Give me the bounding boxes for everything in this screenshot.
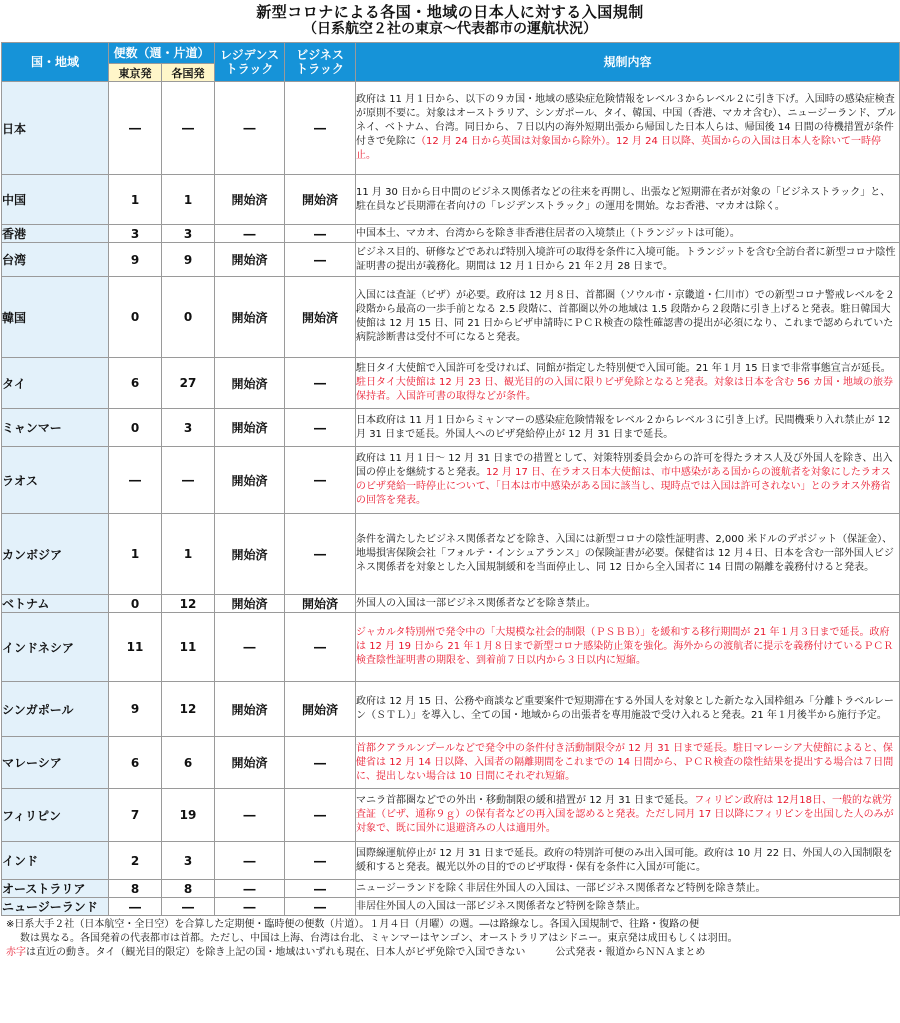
tokyo-cell: 7 (109, 789, 162, 842)
each-cell: ― (162, 898, 215, 916)
table-row (2, 595, 900, 613)
tokyo-cell: 1 (109, 175, 162, 225)
business-cell: ― (285, 880, 356, 898)
footnotes (0, 916, 896, 960)
residence-cell: 開始済 (215, 737, 285, 789)
source-credit: 公式発表・報道からＮＮＡまとめ (555, 947, 706, 958)
regulation-text: 政府は 12 月 15 日、公務や商談など重要案件で短期滞在する外国人を対象とした新たな入国枠組み「分離トラベルレーン（ＳＴＬ）」を導入し、全ての国・地域からの出張者を専用施設で受け入れると発表。21 年１月後半から施行予定。 (356, 696, 894, 721)
tokyo-cell: 11 (109, 613, 162, 682)
residence-cell: 開始済 (215, 175, 285, 225)
table-row (2, 358, 900, 409)
tokyo-cell: 0 (109, 277, 162, 358)
country-cell: インド (2, 842, 109, 880)
page-title: 新型コロナによる各国・地域の日本人に対する入国規制 (256, 3, 644, 21)
business-cell: ― (285, 842, 356, 880)
header-tokyo: 東京発 (109, 64, 162, 82)
regulation-text: ニュージーランドを除く非居住外国人の入国は、一部ビジネス関係者など特例を除き禁止。 (356, 882, 766, 894)
tokyo-cell: 9 (109, 682, 162, 737)
regulation-text: 入国には査証（ビザ）が必要。政府は 12 月８日、首都圏（ソウル市・京畿道・仁川市）での新型コロナ警戒レベルを２段階から最高の一歩手前となる 2.5 段階に、首都圏以外の地域は 1.5 段階から２段階に引き上げると発表。駐日韓国大使館は 12 月 15 日、同 21 日からビザ申請時にＰＣＲ検査の陰性確認書の提出が必須になり、これまで認められていた病院診断書は受付不可になると発表。 (356, 290, 895, 343)
table-row (2, 243, 900, 277)
table-row (2, 514, 900, 595)
business-cell: ― (285, 447, 356, 514)
footnote-line-1: ※日系大手２社（日本航空・全日空）を合算した定期便・臨時便の便数（片道）。１月４日（月曜）の週。―は路線なし。各国入国規制で、往路・復路の便 (6, 919, 700, 930)
country-cell: フィリピン (2, 789, 109, 842)
regulation-recent-update: （12 月 24 日から英国は対象国から除外）。12 月 24 日以降、英国からの入国は日本人を除いて一時停止。 (356, 136, 881, 161)
country-cell: ラオス (2, 447, 109, 514)
country-cell: インドネシア (2, 613, 109, 682)
residence-cell: 開始済 (215, 682, 285, 737)
tokyo-cell: ― (109, 82, 162, 175)
tokyo-cell: ― (109, 898, 162, 916)
country-cell: タイ (2, 358, 109, 409)
business-cell: ― (285, 409, 356, 447)
business-cell: ― (285, 737, 356, 789)
table-row (2, 447, 900, 514)
residence-cell: ― (215, 225, 285, 243)
regulation-text-cell (356, 82, 900, 175)
country-cell: 韓国 (2, 277, 109, 358)
business-cell: ― (285, 358, 356, 409)
residence-cell: 開始済 (215, 243, 285, 277)
regulation-text-cell (356, 447, 900, 514)
residence-cell: 開始済 (215, 595, 285, 613)
business-cell: 開始済 (285, 682, 356, 737)
table-row (2, 175, 900, 225)
tokyo-cell: 9 (109, 243, 162, 277)
table-row (2, 842, 900, 880)
tokyo-cell: 8 (109, 880, 162, 898)
country-cell: ベトナム (2, 595, 109, 613)
tokyo-cell: 1 (109, 514, 162, 595)
each-cell: 0 (162, 277, 215, 358)
country-cell: シンガポール (2, 682, 109, 737)
tokyo-cell: 6 (109, 358, 162, 409)
each-cell: ― (162, 447, 215, 514)
regulation-text: 条件を満たしたビジネス関係者などを除き、入国には新型コロナの陰性証明書、2,000 米ドルのデポジット（保証金）、地場損害保険会社「フォルテ・インシュアランス」の保険証書が必要。保健省は 12 月４日、日本を含む一部外国人ビジネス関係者を対象とした入国規制緩和を当面停止し、同 12 日から全入国者に 14 日間の隔離を義務付けると発表。 (356, 534, 894, 573)
header-business-track: ビジネス トラック (285, 43, 356, 82)
each-cell: 8 (162, 880, 215, 898)
regulation-text: 日本政府は 11 月１日からミャンマーの感染症危険情報をレベル２からレベル３に引き上げ。民間機乗り入れ禁止が 12 月 31 日まで延長。外国人へのビザ発給停止が 12 月 31 日まで延長。 (356, 414, 891, 440)
country-cell: 台湾 (2, 243, 109, 277)
each-cell: 12 (162, 682, 215, 737)
regulation-text: 外国人の入国は一部ビジネス関係者などを除き禁止。 (356, 597, 596, 609)
footnote-line-3-text: は直近の動き。タイ（観光目的限定）を除き上記の国・地域はいずれも現在、日本人がビザ免除で入国できない (26, 947, 526, 958)
regulation-text-cell (356, 898, 900, 916)
business-cell: ― (285, 514, 356, 595)
each-cell: 19 (162, 789, 215, 842)
regulation-text-cell (356, 225, 900, 243)
regulation-text: 政府は 11 月１日～ 12 月 31 日までの措置として、対策特別委員会からの許可を得たラオス人及び外国人を除き、出入国の停止を継続すると発表。 (356, 453, 893, 478)
table-row (2, 789, 900, 842)
residence-cell: 開始済 (215, 447, 285, 514)
country-cell: カンボジア (2, 514, 109, 595)
regulation-text-cell (356, 175, 900, 225)
regulation-text-cell (356, 277, 900, 358)
table-row (2, 409, 900, 447)
business-cell: 開始済 (285, 595, 356, 613)
table-row (2, 613, 900, 682)
each-cell: 3 (162, 409, 215, 447)
business-cell: ― (285, 789, 356, 842)
each-cell: 9 (162, 243, 215, 277)
residence-cell: ― (215, 82, 285, 175)
tokyo-cell: 6 (109, 737, 162, 789)
each-cell: 12 (162, 595, 215, 613)
regulations-table (1, 42, 900, 916)
regulation-text-cell (356, 409, 900, 447)
country-cell: 日本 (2, 82, 109, 175)
residence-cell: 開始済 (215, 358, 285, 409)
regulation-text-cell (356, 880, 900, 898)
tokyo-cell: 0 (109, 595, 162, 613)
residence-cell: 開始済 (215, 409, 285, 447)
country-cell: ニュージーランド (2, 898, 109, 916)
business-cell: ― (285, 225, 356, 243)
residence-cell: 開始済 (215, 514, 285, 595)
regulation-recent-update: 首都クアラルンプールなどで発令中の条件付き活動制限令が 12 月 31 日まで延長。駐日マレーシア大使館によると、保健省は 12 月 14 日以降、入国者の隔離期間をこれまでの 14 日間から、ＰＣＲ検査の陰性結果を提出する場合は７日間に、提出しない場合は 10 日間にそれぞれ短縮。 (356, 742, 894, 782)
table-row (2, 682, 900, 737)
table-row (2, 82, 900, 175)
each-cell: 3 (162, 225, 215, 243)
residence-cell: ― (215, 789, 285, 842)
table-row (2, 277, 900, 358)
table-row (2, 880, 900, 898)
regulation-text: 非居住外国人の入国は一部ビジネス関係者など特例を除き禁止。 (356, 900, 646, 912)
business-cell: ― (285, 613, 356, 682)
regulation-recent-update: フィリピン政府は 12月18日、一般的な就労査証（ビザ、通称９ｇ）の保有者などの再入国を認めると発表。ただし同月 17 日以降にフィリピンを出国した人のみが対象で、既に国外に退避済みの人は適用外。 (356, 795, 894, 834)
header-content: 規制内容 (356, 43, 900, 82)
regulation-text-cell (356, 789, 900, 842)
country-cell: 香港 (2, 225, 109, 243)
regulation-text: 中国本土、マカオ、台湾からを除き非香港住居者の入境禁止（トランジットは可能）。 (356, 227, 740, 239)
each-cell: 27 (162, 358, 215, 409)
each-cell: ― (162, 82, 215, 175)
table-row (2, 225, 900, 243)
header-each-country: 各国発 (162, 64, 215, 82)
business-cell: ― (285, 82, 356, 175)
tokyo-cell: 3 (109, 225, 162, 243)
each-cell: 6 (162, 737, 215, 789)
each-cell: 11 (162, 613, 215, 682)
header-residence-track: レジデンス トラック (215, 43, 285, 82)
each-cell: 1 (162, 175, 215, 225)
table-row (2, 737, 900, 789)
header-country: 国・地域 (2, 43, 109, 82)
regulation-text: 国際線運航停止が 12 月 31 日まで延長。政府の特別許可便のみ出入国可能。政府は 10 月 22 日、外国人の入国制限を緩和すると発表。観光以外の目的でのビザ取得・保有を条件に入国が可能に。 (356, 847, 893, 873)
regulation-text-cell (356, 842, 900, 880)
regulation-text-cell (356, 737, 900, 789)
tokyo-cell: ― (109, 447, 162, 514)
country-cell: オーストラリア (2, 880, 109, 898)
regulation-recent-update: ジャカルタ特別州で発令中の「大規模な社会的制限（ＰＳＢＢ）」を緩和する移行期間が 21 年１月３日まで延長。政府は 12 月 19 日から 21 年１月８日まで新型コロナ感染防止策を強化。海外からの渡航者に提示を義務付けているＰＣＲ検査陰性証明書の期限を、到着前７日以内から３日以内に短縮。 (356, 627, 894, 666)
business-cell: 開始済 (285, 175, 356, 225)
regulation-recent-update: 12 月 17 日、在ラオス日本大使館は、市中感染がある国からの渡航者を対象にしたラオスのビザ発給一時停止について、「日本は市中感染がある国に該当し、現時点では入国は許可されない」とのラオス外務省の回答を発表。 (356, 467, 891, 506)
each-cell: 1 (162, 514, 215, 595)
red-text-legend: 赤字 (6, 947, 26, 958)
regulation-text: 11 月 30 日から日中間のビジネス関係者などの往来を再開し、出張など短期滞在者が対象の「ビジネストラック」と、駐在員など長期滞在者向けの「レジデンストラック」の運用を開始。なお香港、マカオは除く。 (356, 186, 891, 212)
page-subtitle: （日系航空２社の東京～代表都市の運航状況） (303, 21, 597, 37)
regulation-recent-update: 駐日タイ大使館は 12 月 23 日、観光目的の入国に限りビザ免除となると発表。対象は日本を含む 56 カ国・地域の旅券保持者。入国許可書の取得などが条件。 (356, 377, 894, 402)
regulation-text: 駐日タイ大使館で入国許可を受ければ、同館が指定した特別便で入国可能。21 年１月 15 日まで非常事態宣言が延長。 (356, 363, 891, 374)
regulation-text-cell (356, 595, 900, 613)
country-cell: マレーシア (2, 737, 109, 789)
each-cell: 3 (162, 842, 215, 880)
residence-cell: ― (215, 842, 285, 880)
regulation-text: 政府は 11 月１日から、以下の９カ国・地域の感染症危険情報をレベル３からレベル２に引き下げ。入国時の感染症検査が原則不要に。対象はオーストラリア、シンガポール、タイ、韓国、中国（香港、マカオ含む）、ニュージーランド、ブルネイ、ベトナム、台湾。同日から、７日以内の海外短期出張から帰国した日本人らは、帰国後 14 日間の待機措置が条件付きで免除に (356, 94, 896, 147)
tokyo-cell: 0 (109, 409, 162, 447)
regulation-text-cell (356, 682, 900, 737)
residence-cell: ― (215, 613, 285, 682)
business-cell: 開始済 (285, 277, 356, 358)
residence-cell: ― (215, 898, 285, 916)
table-row (2, 898, 900, 916)
header-row (2, 43, 900, 64)
tokyo-cell: 2 (109, 842, 162, 880)
regulation-text-cell (356, 358, 900, 409)
country-cell: 中国 (2, 175, 109, 225)
title-block (0, 0, 900, 42)
regulation-text-cell (356, 514, 900, 595)
country-cell: ミャンマー (2, 409, 109, 447)
regulation-text-cell (356, 243, 900, 277)
regulation-text-cell (356, 613, 900, 682)
business-cell: ― (285, 243, 356, 277)
residence-cell: ― (215, 880, 285, 898)
header-flights: 便数（週・片道） (109, 43, 215, 64)
footnote-line-3 (6, 946, 892, 960)
business-cell: ― (285, 898, 356, 916)
regulation-text: マニラ首都圏などでの外出・移動制限の緩和措置が 12 月 31 日まで延長。 (356, 795, 695, 806)
footnote-line-2: 数は異なる。各国発着の代表都市は首都。ただし、中国は上海、台湾は台北、ミャンマーはヤンゴン、オーストラリアはシドニー。東京発は成田もしくは羽田。 (20, 933, 738, 944)
residence-cell: 開始済 (215, 277, 285, 358)
regulation-text: ビジネス目的、研修などであれば特別入境許可の取得を条件に入境可能。トランジットを含む全訪台者に新型コロナ陰性証明書の提出が義務化。期間は 12 月１日から 21 年２月 28 日まで。 (356, 246, 896, 272)
